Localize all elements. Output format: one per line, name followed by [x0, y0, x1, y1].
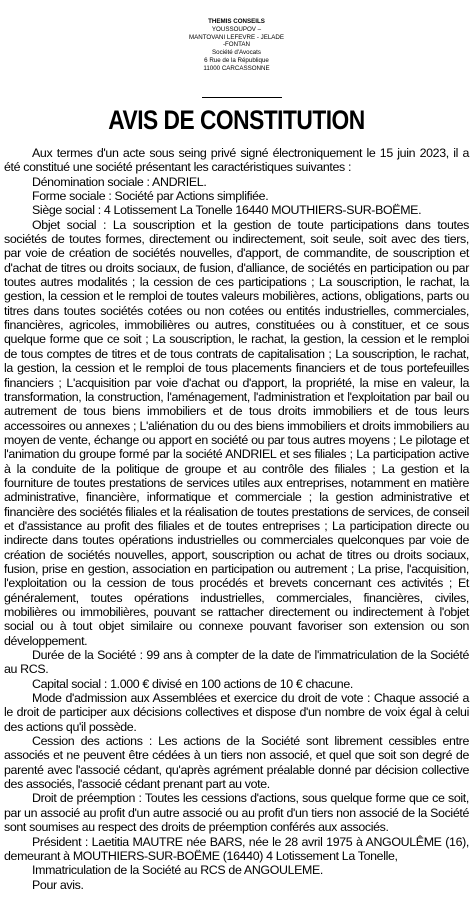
law-firm-header — [0, 18, 473, 73]
share-transfer-paragraph: Cession des actions : Les actions de la Société sont librement cessibles entre associés et ne peuvent être cédées à un tiers non associé, et quel que soit son degré de parenté avec l'associé cédant, qu'après agrément préalable donné par décision collective des associés, l'associé cédant prenant part au vote. — [4, 734, 469, 792]
notice-title: AVIS DE CONSTITUTION — [108, 105, 365, 135]
corporate-purpose-paragraph: Objet social : La souscription et la gestion de toute participations dans toutes sociétés de toutes formes, directement ou indirectement, soit seule, soit avec des tiers, par voie de création de sociétés nouvelles, d'apport, de commandite, de souscription et d'achat de titres ou droits sociaux, de fusion, d'alliance, de sociétés en participation ou par toutes autres modalités ; la cession de ces participations ; La souscription, le rachat, la gestion, la cession et le remploi de toutes valeurs mobilières, actions, obligations, parts ou titres dans toutes sociétés cotées ou non cotées ou entités industrielles, commerciales, financières, agricoles, immobilières ou autres, constituées ou à constituer, et ce sous quelque forme que ce soit ; La souscription, le rachat, la gestion, la cession et le remploi de tous comptes de titres et de tous contrats de capitalisation ; La souscription, le rachat, la gestion, la cession et le remploi de tous placements financiers et de tous portefeuilles financiers ; L'acquisition par voie d'achat ou d'apport, la propriété, la mise en valeur, la transformation, la construction, l'aménagement, l'administration et l'exploitation par bail ou autrement de tous biens immobiliers et de tous droits immobiliers et de tous leurs accessoires ou annexes ; L'aliénation du ou des biens immobiliers et droits immobiliers au moyen de vente, échange ou apport en société ou par tous autres moyens ; Le pilotage et l'animation du groupe formé par la société ANDRIEL et ses filiales ; La participation active à la conduite de la politique de groupe et au contrôle des filiales ; La gestion et la fourniture de toutes prestations de services utiles aux entreprises, notamment en matière administrative, financière, informatique et commerciale ; la gestion administrative et financière des sociétés filiales et la réalisation de toutes prestations de services, de conseil et d'assistance au profit des filiales et de toutes entreprises ; La participation directe ou indirecte dans toutes opérations industrielles ou commerciales quelconques par voie de création de sociétés nouvelles, apport, souscription ou achat de titres ou droits sociaux, fusion, prise en gestion, association en participation ou autrement ; La prise, l'acquisition, l'exploitation ou la cession de tous procédés et brevets concernant ces activités ; Et généralement, toutes opérations industrielles, commerciales, financières, civiles, mobilières ou immobilières, pouvant se rattacher directement ou indirectement à l'objet social ou à tout objet similaire ou connexe pouvant favoriser son extension ou son développement. — [4, 217, 469, 648]
registration-paragraph: Immatriculation de la Société au RCS de ANGOULEME. — [32, 863, 324, 878]
company-name-paragraph: Dénomination sociale : ANDRIEL. — [32, 174, 207, 189]
firm-line: MANTOVANI LEFEVRE - JELADE — [188, 33, 284, 41]
firm-line: -FONTAN — [222, 41, 251, 49]
voting-rights-paragraph: Mode d'admission aux Assemblées et exercice du droit de vote : Chaque associé a le droit de participer aux décisions collectives et dispose d'un nombre de voix égal à celui des actions qu'il possède. — [4, 691, 469, 734]
intro-paragraph: Aux termes d'un acte sous seing privé signé électroniquement le 15 juin 2023, il a été constitué une société présentant les caractéristiques suivantes : — [4, 146, 469, 175]
preemption-paragraph: Droit de préemption : Toutes les cessions d'actions, sous quelque forme que ce soit, par un associé au profit d'un autre associé ou au profit d'un tiers non associé de la Société sont soumises au respect des droits de préemption conférés aux associés. — [4, 791, 469, 835]
firm-line: YOUSSOUPOV – — [211, 25, 262, 33]
closing-paragraph: Pour avis. — [32, 877, 84, 892]
notice-body — [4, 146, 469, 892]
president-paragraph: Président : Laetitia MAUTRE née BARS, née le 28 avril 1975 à ANGOULÊME (16), demeurant à MOUTHIERS-SUR-BOËME (16440) 4 Lotissement La Tonelle, — [4, 834, 469, 863]
duration-paragraph: Durée de la Société : 99 ans à compter de la date de l'immatriculation de la Société au RCS. — [4, 648, 469, 677]
firm-line: 6 Rue de la République — [204, 56, 269, 64]
firm-name: THEMIS CONSEILS — [208, 18, 265, 25]
share-capital-paragraph: Capital social : 1.000 € divisé en 100 actions de 10 € chacune. — [32, 676, 353, 691]
firm-line: Société d'Avocats — [212, 49, 261, 57]
registered-office-paragraph: Siège social : 4 Lotissement La Tonelle 16440 MOUTHIERS-SUR-BOËME. — [32, 203, 422, 218]
firm-line: 11000 CARCASSONNE — [203, 64, 270, 72]
header-divider — [202, 97, 282, 98]
legal-form-paragraph: Forme sociale : Société par Actions simplifiée. — [32, 189, 269, 204]
